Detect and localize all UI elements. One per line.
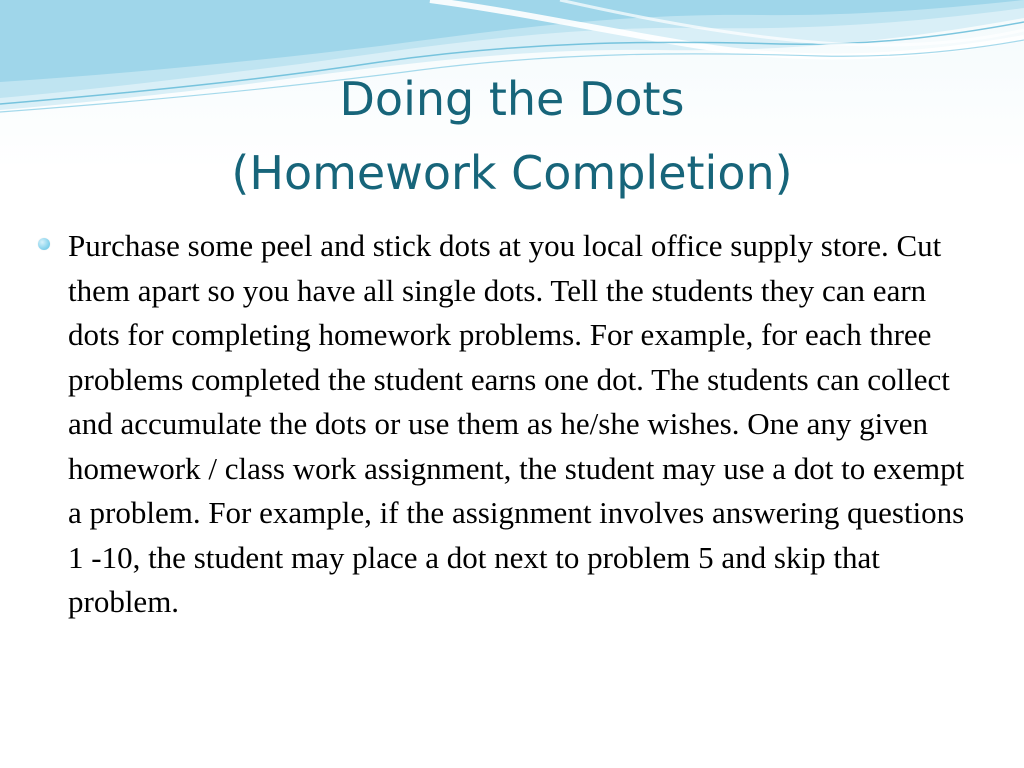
slide-title	[0, 62, 1024, 210]
bullet-dot-icon	[38, 238, 50, 250]
bullet-item	[38, 224, 988, 625]
slide-body	[38, 224, 988, 625]
bullet-text: Purchase some peel and stick dots at you local office supply store. Cut them apart so you have all single dots. Tell the students they can earn dots for completing homework problems. For example, for each three problems completed the student earns one dot. The students can collect and accumulate the dots or use them as he/she wishes. One any given homework / class work assignment, the student may use a dot to exempt a problem. For example, if the assignment involves answering questions 1 -10, the student may place a dot next to problem 5 and skip that problem.	[68, 228, 965, 619]
title-line-2: (Homework Completion)	[231, 146, 793, 200]
title-line-1: Doing the Dots	[339, 72, 685, 126]
